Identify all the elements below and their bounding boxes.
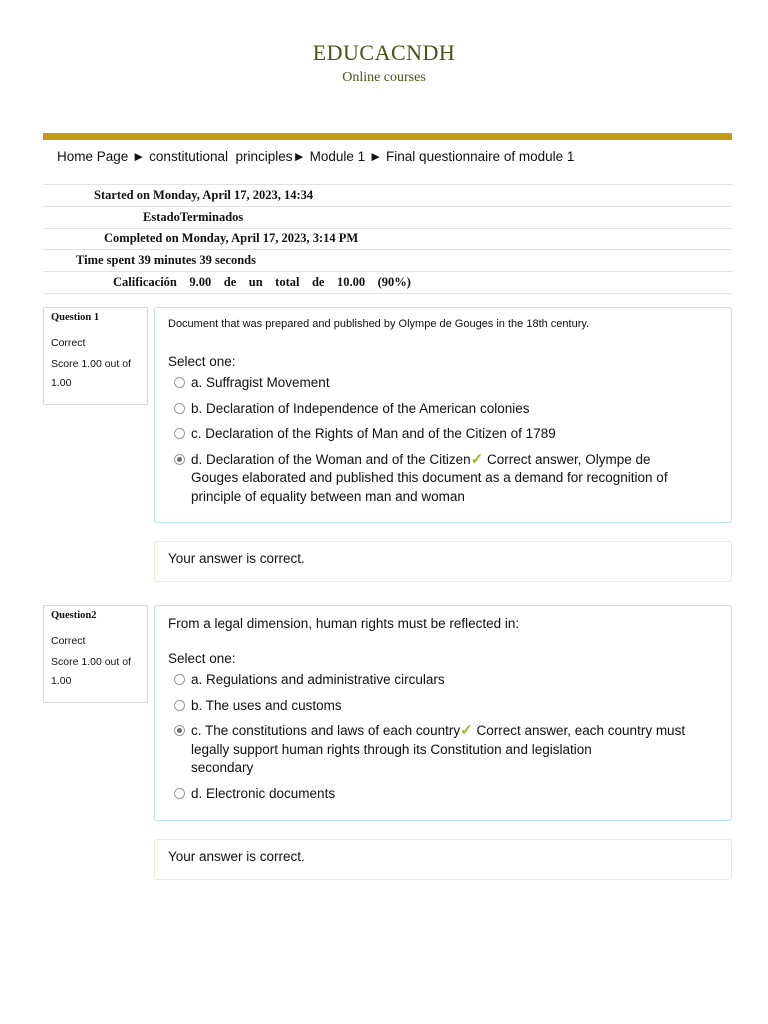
site-subtitle: Online courses [342, 70, 426, 85]
answer-feedback: legally support human rights through its Constitution and legislation [191, 741, 592, 757]
header-divider [43, 133, 732, 140]
question-text: Document that was prepared and published by Olympe de Gouges in the 18th century. [168, 318, 590, 330]
summary-started: Started on Monday, April 17, 2023, 14:34 [43, 184, 732, 206]
answer-label: c. The constitutions and laws of each country [191, 723, 461, 738]
question-state: Correct [51, 635, 86, 647]
answer-feedback: Correct answer, each country must [472, 723, 686, 738]
result-feedback: Your answer is correct. [154, 839, 732, 880]
correct-check-icon: ✓ [470, 450, 484, 468]
breadcrumb-separator: ► [292, 149, 310, 164]
answer-option-b[interactable] [168, 697, 718, 716]
question-text: From a legal dimension, human rights must be reflected in: [168, 616, 520, 631]
question-info [43, 605, 148, 703]
radio-button[interactable] [174, 377, 185, 388]
question-content [154, 307, 732, 523]
breadcrumb-module-link[interactable]: Module 1 [309, 149, 366, 164]
answer-option-c[interactable] [168, 425, 718, 444]
question-info [43, 307, 148, 405]
radio-button[interactable] [174, 700, 185, 711]
answer-feedback: principle of equality between man and woman [191, 488, 465, 504]
summary-state: EstadoTerminados [43, 206, 732, 228]
answer-label: c. Declaration of the Rights of Man and of the Citizen of 1789 [191, 426, 556, 441]
summary-completed: Completed on Monday, April 17, 2023, 3:14 PM [43, 228, 732, 250]
question-score: Score 1.00 out of 1.00 [51, 358, 131, 389]
select-one-label: Select one: [168, 651, 236, 666]
question-score: Score 1.00 out of 1.00 [51, 656, 131, 687]
breadcrumb-current-page[interactable]: Final questionnaire of module 1 [386, 149, 575, 164]
question-content [154, 605, 732, 821]
breadcrumb [57, 149, 574, 164]
question-number: Question 1 [51, 312, 100, 323]
answer-label: a. Regulations and administrative circulars [191, 672, 445, 687]
answer-label: d. Electronic documents [191, 785, 336, 801]
radio-button[interactable] [174, 428, 185, 439]
answer-option-d[interactable] [168, 785, 718, 804]
answer-option-a[interactable] [168, 671, 718, 690]
answer-label: b. Declaration of Independence of the American colonies [191, 400, 530, 416]
summary-grade: Calificación 9.00 de un total de 10.00 (90%) [43, 271, 732, 294]
site-title[interactable]: EDUCACNDH [312, 40, 456, 65]
breadcrumb-home-link[interactable]: Home Page [57, 149, 129, 164]
answer-label: a. Suffragist Movement [191, 375, 330, 390]
radio-button-selected[interactable] [174, 454, 185, 465]
answer-feedback: secondary [191, 760, 254, 775]
answer-feedback: Gouges elaborated and published this document as a demand for recognition of [191, 470, 668, 485]
radio-button[interactable] [174, 788, 185, 799]
answer-option-c[interactable] [168, 722, 718, 778]
question-state: Correct [51, 337, 86, 349]
answer-option-d[interactable] [168, 451, 718, 507]
answer-option-a[interactable] [168, 374, 718, 393]
radio-button[interactable] [174, 674, 185, 685]
answer-label: d. Declaration of the Woman and of the Citizen [191, 451, 471, 467]
select-one-label: Select one: [168, 354, 236, 369]
breadcrumb-separator: ► [128, 149, 150, 164]
breadcrumb-course-link[interactable]: constitutional principles [149, 149, 293, 164]
question-number: Question2 [51, 610, 97, 621]
answer-option-b[interactable] [168, 400, 718, 419]
radio-button-selected[interactable] [174, 725, 185, 736]
result-feedback: Your answer is correct. [154, 541, 732, 582]
attempt-summary [43, 184, 732, 294]
correct-check-icon: ✓ [460, 722, 473, 739]
summary-time-spent: Time spent 39 minutes 39 seconds [43, 249, 732, 271]
radio-button[interactable] [174, 403, 185, 414]
answer-feedback: Correct answer, Olympe de [483, 451, 651, 467]
answer-label: b. The uses and customs [191, 697, 342, 713]
site-header [0, 40, 768, 86]
breadcrumb-separator: ► [365, 149, 387, 164]
